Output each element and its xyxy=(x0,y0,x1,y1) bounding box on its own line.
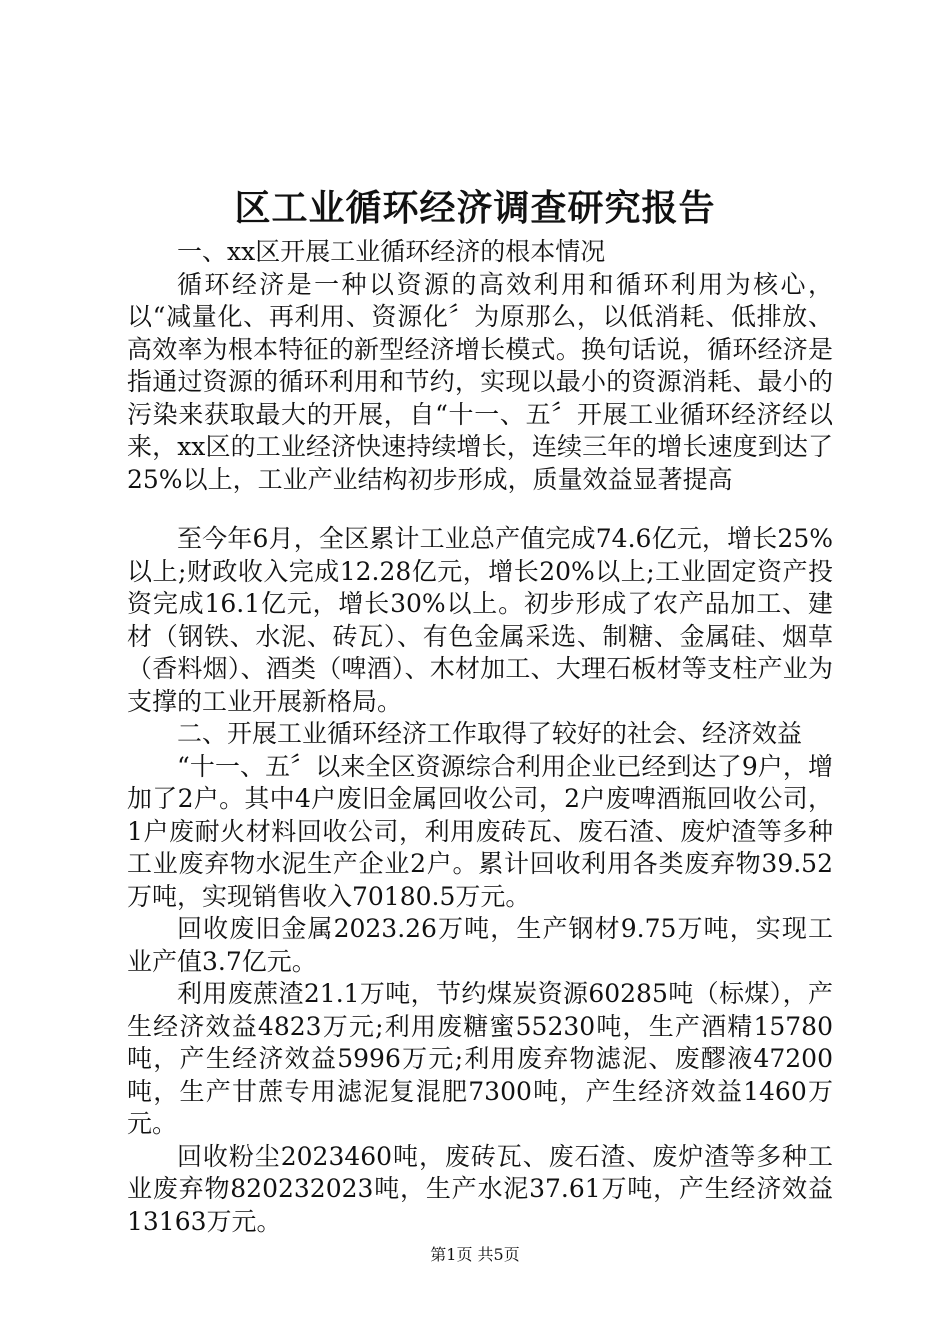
paragraph-output-statistics: 至今年6月，全区累计工业总产值完成74.6亿元，增长25%以上;财政收入完成12.28亿元，增长20%以上;工业固定资产投资完成16.1亿元，增长30%以上。初步形成了农产品加工、建材（钢铁、水泥、砖瓦）、有色金属采选、制糖、金属硅、烟草（香料烟）、酒类（啤酒）、木材加工、大理石板材等支柱产业为支撑的工业开展新格局。 xyxy=(127,524,833,716)
section-heading-1: 一、xx区开展工业循环经济的根本情况 xyxy=(177,237,606,266)
paragraph-bagasse-molasses: 利用废蔗渣21.1万吨，节约煤炭资源60285吨（标煤），产生经济效益4823万元;利用废糖蜜55230吨，生产酒精15780吨，产生经济效益5996万元;利用废弃物滤泥、废醪液47200吨，生产甘蔗专用滤泥复混肥7300吨，产生经济效益1460万元。 xyxy=(127,979,833,1138)
paragraph-gap xyxy=(127,496,833,523)
page-footer: 第1页 共5页 xyxy=(430,1245,520,1264)
paragraph-scrap-metal: 回收废旧金属2023.26万吨，生产钢材9.75万吨，实现工业产值3.7亿元。 xyxy=(127,914,833,976)
paragraph-enterprises: “十一、五〞以来全区资源综合利用企业已经到达了9户，增加了2户。其中4户废旧金属回收公司，2户废啤酒瓶回收公司，1户废耐火材料回收公司，利用废砖瓦、废石渣、废炉渣等多种工业废弃物水泥生产企业2户。累计回收利用各类废弃物39.52万吨，实现销售收入70180.5万元。 xyxy=(127,751,833,911)
document-title: 区工业循环经济调查研究报告 xyxy=(234,187,716,229)
paragraph-circular-economy-definition: 循环经济是一种以资源的高效利用和循环利用为核心，以“减量化、再利用、资源化〞为原那么，以低消耗、低排放、高效率为根本特征的新型经济增长模式。换句话说，循环经济是指通过资源的循环利用和节约，实现以最小的资源消耗、最小的污染来获取最大的开展，自“十一、五〞开展工业循环经济经以来，xx区的工业经济快速持续增长，连续三年的增长速度到达了25%以上，工业产业结构初步形成，质量效益显著提高 xyxy=(127,269,833,494)
section-heading-2: 二、开展工业循环经济工作取得了较好的社会、经济效益 xyxy=(177,719,803,748)
document-body xyxy=(127,236,833,1238)
paragraph-dust-cement: 回收粉尘2023460吨，废砖瓦、废石渣、废炉渣等多种工业废弃物820232023吨，生产水泥37.61万吨，产生经济效益13163万元。 xyxy=(127,1141,833,1236)
